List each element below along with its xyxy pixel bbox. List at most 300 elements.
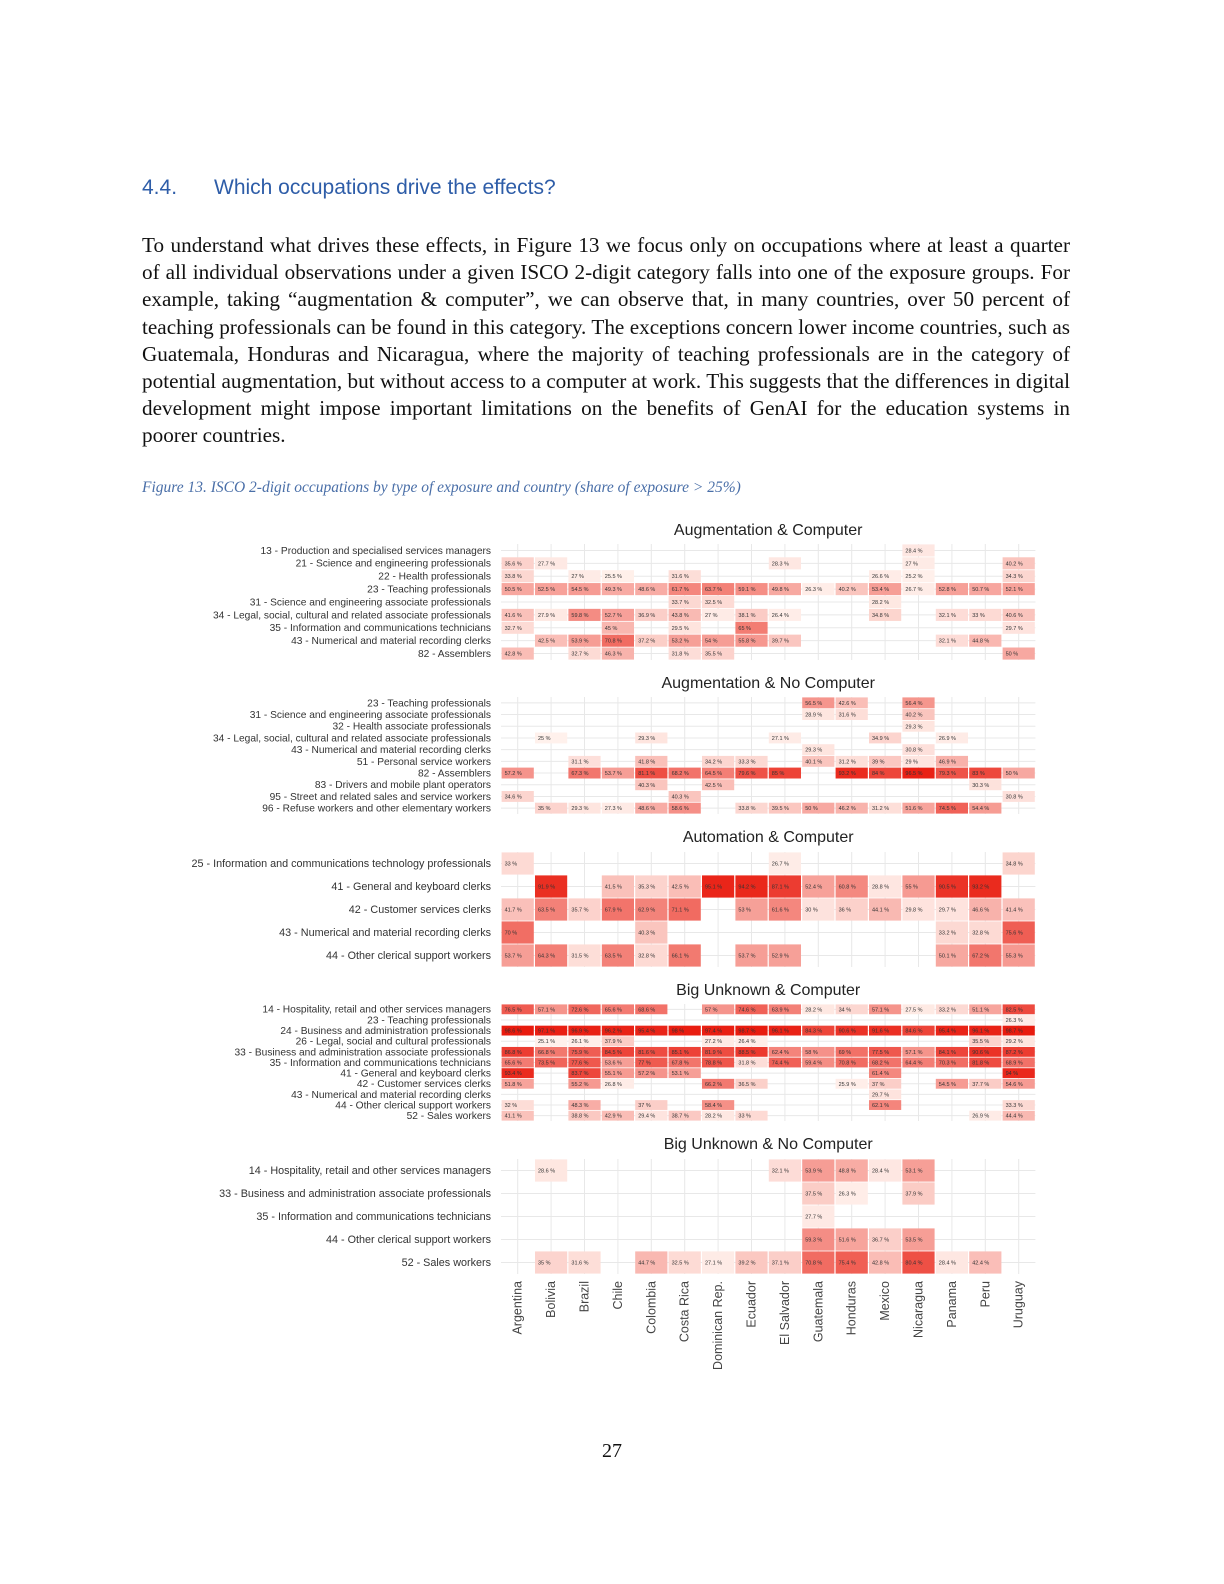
- cell-value-label: 52.9 %: [771, 953, 789, 960]
- cell-value-label: 91.6 %: [872, 1028, 890, 1035]
- cell-value-label: 33.8 %: [738, 806, 756, 813]
- cell-value-label: 95.4 %: [938, 1028, 956, 1035]
- row-label: 82 - Assemblers: [417, 768, 491, 780]
- country-axis-label: Dominican Rep.: [711, 1281, 726, 1370]
- cell-value-label: 33.3 %: [738, 759, 756, 766]
- cell-value-label: 53.6 %: [604, 1060, 622, 1067]
- cell-value-label: 49.8 %: [771, 587, 789, 594]
- cell-value-label: 84 %: [872, 771, 885, 778]
- panel-title: Big Unknown & Computer: [676, 982, 861, 999]
- cell-value-label: 75.9 %: [571, 1049, 589, 1056]
- cell-value-label: 33.2 %: [938, 930, 956, 937]
- cell-value-label: 37.9 %: [604, 1039, 622, 1046]
- cell-value-label: 39.7 %: [771, 638, 789, 645]
- cell-value-label: 66.8 %: [538, 1049, 556, 1056]
- row-label: 33 - Business and administration associate professionals: [234, 1047, 491, 1059]
- cell-value-label: 36.7 %: [872, 1237, 890, 1244]
- cell-value-label: 35.6 %: [504, 561, 522, 568]
- cell-value-label: 49.3 %: [604, 587, 622, 594]
- cell-value-label: 31.5 %: [571, 953, 589, 960]
- row-label: 42 - Customer services clerks: [356, 1079, 491, 1091]
- cell-value-label: 56.4 %: [905, 700, 923, 707]
- cell-value-label: 34.9 %: [872, 735, 890, 742]
- cell-value-label: 57.1 %: [872, 1007, 890, 1014]
- cell-value-label: 55.2 %: [571, 1081, 589, 1088]
- row-label: 43 - Numerical and material recording clerks: [291, 745, 491, 757]
- cell-value-label: 34 %: [838, 1007, 852, 1014]
- cell-value-label: 68.6 %: [638, 1007, 656, 1014]
- row-label: 44 - Other clerical support workers: [325, 1233, 491, 1246]
- cell-value-label: 35.3 %: [638, 884, 656, 891]
- cell-value-label: 83 %: [972, 771, 985, 778]
- cell-value-label: 53.7 %: [738, 953, 756, 960]
- cell-value-label: 50.1 %: [938, 953, 956, 960]
- cell-value-label: 26.9 %: [972, 1113, 990, 1120]
- cell-value-label: 53.1 %: [671, 1071, 689, 1078]
- cell-value-label: 90.6 %: [838, 1028, 856, 1035]
- cell-value-label: 50 %: [1005, 651, 1019, 658]
- cell-value-label: 35.5 %: [705, 651, 723, 658]
- cell-value-label: 50.5 %: [504, 587, 522, 594]
- cell-value-label: 57.2 %: [504, 771, 522, 778]
- country-axis-label: Chile: [610, 1281, 625, 1310]
- cell-value-label: 35 %: [538, 806, 551, 813]
- cell-value-label: 26.8 %: [604, 1081, 622, 1088]
- cell-value-label: 48.8 %: [838, 1168, 856, 1175]
- cell-value-label: 94 %: [1005, 1071, 1019, 1078]
- cell-value-label: 62.9 %: [638, 907, 656, 914]
- row-label: 25 - Information and communications technology professionals: [191, 857, 491, 870]
- cell-value-label: 81.6 %: [638, 1049, 656, 1056]
- cell-value-label: 64.3 %: [538, 953, 556, 960]
- cell-value-label: 77.6 %: [571, 1060, 589, 1067]
- cell-value-label: 91.9 %: [538, 884, 556, 891]
- cell-value-label: 38.1 %: [738, 612, 756, 619]
- cell-value-label: 40.1 %: [805, 759, 823, 766]
- country-axis-label: Bolivia: [544, 1281, 559, 1318]
- cell-value-label: 31.1 %: [571, 759, 589, 766]
- row-label: 43 - Numerical and material recording clerks: [279, 926, 491, 939]
- row-label: 42 - Customer services clerks: [348, 903, 491, 916]
- row-label: 44 - Other clerical support workers: [335, 1100, 491, 1112]
- section-title: Which occupations drive the effects?: [214, 176, 556, 199]
- cell-value-label: 48.6 %: [638, 587, 656, 594]
- row-label: 35 - Information and communications technicians: [269, 623, 491, 635]
- cell-value-label: 30.8 %: [905, 747, 923, 754]
- cell-value-label: 42.5 %: [705, 782, 723, 789]
- row-label: 83 - Drivers and mobile plant operators: [314, 780, 491, 792]
- heatmap-panel: [213, 675, 1035, 815]
- cell-value-label: 76.5 %: [504, 1007, 522, 1014]
- cell-value-label: 69 %: [838, 1049, 852, 1056]
- cell-value-label: 25.1 %: [538, 1039, 556, 1046]
- country-axis-label: Uruguay: [1011, 1281, 1026, 1329]
- cell-value-label: 46.6 %: [972, 907, 990, 914]
- row-label: 33 - Business and administration associate professionals: [219, 1187, 491, 1200]
- cell-value-label: 70.8 %: [604, 638, 622, 645]
- cell-value-label: 32.1 %: [938, 612, 956, 619]
- cell-value-label: 93.2 %: [972, 884, 990, 891]
- cell-value-label: 55.3 %: [1005, 953, 1023, 960]
- cell-value-label: 96.9 %: [571, 1028, 589, 1035]
- country-axis-label: Nicaragua: [911, 1281, 926, 1338]
- cell-value-label: 29.8 %: [905, 907, 923, 914]
- cell-value-label: 53.4 %: [872, 587, 890, 594]
- cell-value-label: 98.7 %: [738, 1028, 756, 1035]
- cell-value-label: 28.6 %: [538, 1168, 556, 1175]
- cell-value-label: 46.3 %: [604, 651, 622, 658]
- cell-value-label: 44.7 %: [638, 1260, 656, 1267]
- cell-value-label: 79.6 %: [738, 771, 756, 778]
- cell-value-label: 74.4 %: [771, 1060, 789, 1067]
- cell-value-label: 35.5 %: [972, 1039, 990, 1046]
- cell-value-label: 58.4 %: [705, 1103, 723, 1110]
- cell-value-label: 94.2 %: [738, 884, 756, 891]
- cell-value-label: 33 %: [972, 612, 985, 619]
- cell-value-label: 27.9 %: [538, 612, 556, 619]
- cell-value-label: 96.2 %: [604, 1028, 622, 1035]
- row-label: 34 - Legal, social, cultural and related associate professionals: [212, 610, 491, 622]
- cell-value-label: 29.5 %: [671, 625, 689, 632]
- cell-value-label: 54.5 %: [938, 1081, 956, 1088]
- cell-value-label: 34.3 %: [1005, 574, 1023, 581]
- cell-value-label: 68.2 %: [671, 771, 689, 778]
- cell-value-label: 55.1 %: [604, 1071, 622, 1078]
- cell-value-label: 48.6 %: [638, 806, 656, 813]
- cell-value-label: 28.2 %: [705, 1113, 723, 1120]
- cell-value-label: 28.9 %: [805, 712, 823, 719]
- cell-value-label: 42.9 %: [604, 1113, 622, 1120]
- cell-value-label: 64.4 %: [905, 1060, 923, 1067]
- cell-value-label: 26.4 %: [771, 612, 789, 619]
- cell-value-label: 98.6 %: [504, 1028, 522, 1035]
- cell-value-label: 44.8 %: [972, 638, 990, 645]
- cell-value-label: 31.6 %: [571, 1260, 589, 1267]
- row-label: 52 - Sales workers: [401, 1256, 491, 1269]
- cell-value-label: 35.7 %: [571, 907, 589, 914]
- row-label: 23 - Teaching professionals: [367, 1015, 491, 1027]
- cell-value-label: 96.5 %: [905, 771, 923, 778]
- row-label: 21 - Science and engineering professionals: [295, 558, 491, 570]
- cell-value-label: 30.8 %: [1005, 794, 1023, 801]
- cell-value-label: 61.7 %: [671, 587, 689, 594]
- cell-value-label: 42.4 %: [972, 1260, 990, 1267]
- cell-value-label: 68.9 %: [1005, 1060, 1023, 1067]
- cell-value-label: 53.1 %: [905, 1168, 923, 1175]
- cell-value-label: 59.8 %: [571, 612, 589, 619]
- cell-value-label: 42.6 %: [838, 700, 856, 707]
- cell-value-label: 33 %: [738, 1113, 751, 1120]
- heatmap-panel: [192, 829, 1036, 967]
- cell-value-label: 28.2 %: [872, 600, 890, 606]
- heatmap-panel: [213, 522, 1035, 660]
- cell-value-label: 30 %: [805, 907, 818, 914]
- cell-value-label: 48.3 %: [571, 1103, 589, 1110]
- cell-value-label: 29.3 %: [805, 747, 823, 754]
- cell-value-label: 28.2 %: [805, 1007, 823, 1014]
- cell-value-label: 31.8 %: [671, 651, 689, 658]
- cell-value-label: 51.6 %: [905, 806, 923, 813]
- row-label: 24 - Business and administration professionals: [280, 1025, 491, 1037]
- panel-title: Automation & Computer: [682, 829, 854, 846]
- cell-value-label: 27.5 %: [905, 1007, 923, 1014]
- cell-value-label: 34.2 %: [705, 759, 723, 766]
- cell-value-label: 86.8 %: [504, 1049, 522, 1056]
- row-label: 14 - Hospitality, retail and other services managers: [262, 1004, 491, 1016]
- row-label: 52 - Sales workers: [406, 1111, 491, 1123]
- cell-value-label: 42.8 %: [504, 651, 522, 658]
- cell-value-label: 29.2 %: [1005, 1039, 1023, 1046]
- cell-value-label: 40.2 %: [1005, 561, 1023, 568]
- cell-value-label: 70.3 %: [938, 1060, 956, 1067]
- cell-value-label: 65.6 %: [604, 1007, 622, 1014]
- cell-value-label: 70.8 %: [838, 1060, 856, 1067]
- cell-value-label: 63.5 %: [604, 953, 622, 960]
- row-label: 32 - Health associate professionals: [332, 721, 491, 733]
- cell-value-label: 41.1 %: [504, 1113, 522, 1120]
- cell-value-label: 55.8 %: [738, 638, 756, 645]
- cell-value-label: 83.7 %: [571, 1071, 589, 1078]
- cell-value-label: 38.7 %: [671, 1113, 689, 1120]
- cell-value-label: 53.7 %: [604, 771, 622, 778]
- cell-value-label: 38.8 %: [571, 1113, 589, 1120]
- cell-value-label: 28.8 %: [872, 884, 890, 891]
- cell-value-label: 31.2 %: [838, 759, 856, 766]
- cell-value-label: 67.8 %: [671, 1060, 689, 1067]
- cell-value-label: 72.6 %: [571, 1007, 589, 1014]
- cell-value-label: 40.2 %: [838, 587, 856, 594]
- cell-value-label: 70 %: [504, 930, 518, 937]
- cell-value-label: 27.1 %: [705, 1260, 723, 1267]
- cell-value-label: 97.4 %: [705, 1028, 723, 1035]
- cell-value-label: 44.1 %: [872, 907, 890, 914]
- row-label: 44 - Other clerical support workers: [325, 949, 491, 962]
- cell-value-label: 88.5 %: [738, 1049, 756, 1056]
- cell-value-label: 82.5 %: [1005, 1007, 1023, 1014]
- cell-value-label: 59.3 %: [805, 1237, 823, 1244]
- cell-value-label: 67.9 %: [604, 907, 622, 914]
- cell-value-label: 84.3 %: [805, 1028, 823, 1035]
- row-label: 22 - Health professionals: [378, 571, 491, 583]
- cell-value-label: 51.6 %: [838, 1237, 856, 1244]
- cell-value-label: 59.1 %: [738, 587, 756, 594]
- cell-value-label: 81.8 %: [972, 1060, 990, 1067]
- cell-value-label: 27 %: [705, 612, 718, 619]
- cell-value-label: 56.5 %: [805, 700, 823, 707]
- country-axis-label: Guatemala: [811, 1281, 826, 1343]
- cell-value-label: 32.5 %: [705, 600, 723, 606]
- cell-value-label: 77 %: [638, 1060, 651, 1067]
- cell-value-label: 52.7 %: [604, 612, 622, 619]
- cell-value-label: 40.6 %: [1005, 612, 1023, 619]
- cell-value-label: 50 %: [805, 806, 818, 813]
- cell-value-label: 98.7 %: [1005, 1028, 1023, 1035]
- cell-value-label: 27 %: [571, 574, 584, 581]
- country-axis-label: Honduras: [844, 1281, 859, 1336]
- cell-value-label: 84.5 %: [604, 1049, 622, 1056]
- cell-value-label: 31.8 %: [738, 1060, 756, 1067]
- cell-value-label: 33 %: [504, 861, 518, 868]
- country-axis-label: Ecuador: [744, 1281, 759, 1328]
- cell-value-label: 54 %: [705, 638, 718, 645]
- cell-value-label: 50 %: [1005, 771, 1019, 778]
- row-label: 41 - General and keyboard clerks: [340, 1068, 491, 1080]
- cell-value-label: 52.8 %: [938, 587, 956, 594]
- cell-value-label: 29.4 %: [638, 1113, 656, 1120]
- row-label: 82 - Assemblers: [417, 648, 491, 660]
- heatmap-panel: [219, 1136, 1035, 1274]
- cell-value-label: 33.7 %: [671, 600, 689, 606]
- cell-value-label: 46.2 %: [838, 806, 856, 813]
- row-label: 35 - Information and communications technicians: [269, 1057, 491, 1069]
- cell-value-label: 26.7 %: [771, 861, 789, 868]
- cell-value-label: 34.8 %: [872, 612, 890, 619]
- cell-value-label: 79.3 %: [938, 771, 956, 778]
- cell-value-label: 90.5 %: [938, 884, 956, 891]
- cell-value-label: 55 %: [905, 884, 918, 891]
- cell-value-label: 25.9 %: [838, 1081, 856, 1088]
- cell-value-label: 32.7 %: [504, 625, 522, 632]
- cell-value-label: 29.3 %: [571, 806, 589, 813]
- cell-value-label: 32.1 %: [938, 638, 956, 645]
- row-label: 43 - Numerical and material recording clerks: [291, 636, 491, 648]
- cell-value-label: 25.5 %: [604, 574, 622, 581]
- cell-value-label: 54.4 %: [972, 806, 990, 813]
- cell-value-label: 52.1 %: [1005, 587, 1023, 594]
- row-label: 35 - Information and communications technicians: [256, 1210, 491, 1223]
- section-number: 4.4.: [142, 176, 178, 199]
- cell-value-label: 68.2 %: [872, 1060, 890, 1067]
- cell-value-label: 57.1 %: [905, 1049, 923, 1056]
- cell-value-label: 32.1 %: [771, 1168, 789, 1175]
- cell-value-label: 32.8 %: [972, 930, 990, 937]
- cell-value-label: 93.4 %: [504, 1071, 522, 1078]
- cell-value-label: 32.7 %: [571, 651, 589, 658]
- cell-value-label: 37.1 %: [771, 1260, 789, 1267]
- cell-value-label: 71.1 %: [671, 907, 689, 914]
- cell-value-label: 53.5 %: [905, 1237, 923, 1244]
- panel-title: Big Unknown & No Computer: [663, 1136, 873, 1153]
- cell-value-label: 33.3 %: [1005, 1103, 1023, 1110]
- cell-value-label: 63.7 %: [705, 587, 723, 594]
- cell-value-label: 95.1 %: [705, 884, 723, 891]
- cell-value-label: 54.5 %: [571, 587, 589, 594]
- cell-value-label: 58.6 %: [671, 806, 689, 813]
- cell-value-label: 39 %: [872, 759, 885, 766]
- cell-value-label: 61.4 %: [872, 1071, 890, 1078]
- cell-value-label: 53 %: [738, 907, 751, 914]
- country-axis-label: El Salvador: [777, 1281, 792, 1345]
- cell-value-label: 29 %: [905, 759, 918, 766]
- cell-value-label: 29.3 %: [638, 735, 656, 742]
- cell-value-label: 37.2 %: [638, 638, 656, 645]
- cell-value-label: 31.6 %: [671, 574, 689, 581]
- cell-value-label: 57.2 %: [638, 1071, 656, 1078]
- cell-value-label: 41.6 %: [504, 612, 522, 619]
- cell-value-label: 28.4 %: [872, 1168, 890, 1175]
- cell-value-label: 59.4 %: [805, 1060, 823, 1067]
- cell-value-label: 26.3 %: [805, 587, 823, 594]
- cell-value-label: 26.7 %: [905, 587, 923, 594]
- cell-value-label: 27.1 %: [771, 735, 789, 742]
- cell-value-label: 28.3 %: [771, 561, 789, 568]
- cell-value-label: 35 %: [538, 1260, 551, 1267]
- cell-value-label: 52.5 %: [538, 587, 556, 594]
- cell-value-label: 80.4 %: [905, 1260, 923, 1267]
- row-label: 41 - General and keyboard clerks: [331, 880, 491, 893]
- cell-value-label: 96.1 %: [771, 1028, 789, 1035]
- cell-value-label: 37.9 %: [905, 1191, 923, 1198]
- cell-value-label: 63.5 %: [538, 907, 556, 914]
- country-axis-label: Mexico: [878, 1281, 893, 1321]
- cell-value-label: 62.4 %: [771, 1049, 789, 1056]
- row-label: 26 - Legal, social and cultural professionals: [295, 1036, 491, 1048]
- cell-value-label: 36.5 %: [738, 1081, 756, 1088]
- cell-value-label: 75.4 %: [838, 1260, 856, 1267]
- cell-value-label: 29.3 %: [905, 724, 923, 731]
- cell-value-label: 74.5 %: [938, 806, 956, 813]
- cell-value-label: 53.9 %: [805, 1168, 823, 1175]
- cell-value-label: 97.1 %: [538, 1028, 556, 1035]
- cell-value-label: 58 %: [805, 1049, 818, 1056]
- cell-value-label: 34.8 %: [1005, 861, 1023, 868]
- row-label: 23 - Teaching professionals: [367, 584, 491, 596]
- cell-value-label: 34.6 %: [504, 794, 522, 801]
- cell-value-label: 33.8 %: [504, 574, 522, 581]
- cell-value-label: 36.9 %: [638, 612, 656, 619]
- cell-value-label: 31.6 %: [838, 712, 856, 719]
- cell-value-label: 25 %: [538, 735, 551, 742]
- cell-value-label: 29.7 %: [938, 907, 956, 914]
- cell-value-label: 41.8 %: [638, 759, 656, 766]
- cell-value-label: 37.7 %: [972, 1081, 990, 1088]
- cell-value-label: 46.9 %: [938, 759, 956, 766]
- row-label: 13 - Production and specialised services managers: [260, 545, 491, 557]
- cell-value-label: 84.6 %: [905, 1028, 923, 1035]
- country-axis-label: Brazil: [577, 1281, 592, 1313]
- cell-value-label: 42.5 %: [671, 884, 689, 891]
- cell-value-label: 53.9 %: [571, 638, 589, 645]
- cell-value-label: 53.2 %: [671, 638, 689, 645]
- cell-value-label: 27.2 %: [705, 1039, 723, 1046]
- cell-value-label: 45 %: [604, 625, 618, 632]
- row-label: 14 - Hospitality, retail and other services managers: [248, 1164, 491, 1177]
- cell-value-label: 51.8 %: [504, 1081, 522, 1088]
- panel-title: Augmentation & Computer: [673, 522, 863, 539]
- body-paragraph: To understand what drives these effects, in Figure 13 we focus only on occupations where at least a quarter of all individual observations under a given ISCO 2-digit category falls into one of the exposure groups. For example, taking “augmentation & computer”, we can observe that, in many countries, over 50 percent of teaching professionals can be found in this category. The exceptions concern lower income countries, such as Guatemala, Honduras and Nicaragua, where the majority of teaching professionals are in the category of potential augmentation, but without access to a computer at work. This suggests that the differences in digital development might impose important limitations on the benefits of GenAI for the education systems in poorer countries.: [142, 233, 1070, 448]
- cell-value-label: 26.6 %: [872, 574, 890, 581]
- cell-value-label: 40.3 %: [638, 930, 656, 937]
- country-axis-label: Costa Rica: [677, 1281, 692, 1343]
- cell-value-label: 28.4 %: [938, 1260, 956, 1267]
- cell-value-label: 33.2 %: [938, 1007, 956, 1014]
- cell-value-label: 39.2 %: [738, 1260, 756, 1267]
- country-axis-label: Panama: [944, 1281, 959, 1328]
- cell-value-label: 85 %: [771, 771, 785, 778]
- cell-value-label: 41.5 %: [604, 884, 622, 891]
- cell-value-label: 27.7 %: [538, 561, 556, 568]
- cell-value-label: 52.4 %: [805, 884, 823, 891]
- heatmap-panel: [234, 982, 1035, 1122]
- panel-title: Augmentation & No Computer: [661, 675, 875, 692]
- cell-value-label: 40.2 %: [905, 712, 923, 719]
- cell-value-label: 67.2 %: [972, 953, 990, 960]
- cell-value-label: 25.2 %: [905, 574, 923, 581]
- cell-value-label: 67.3 %: [571, 771, 589, 778]
- cell-value-label: 41.4 %: [1005, 907, 1023, 914]
- cell-value-label: 40.3 %: [638, 782, 656, 789]
- cell-value-label: 50.7 %: [972, 587, 990, 594]
